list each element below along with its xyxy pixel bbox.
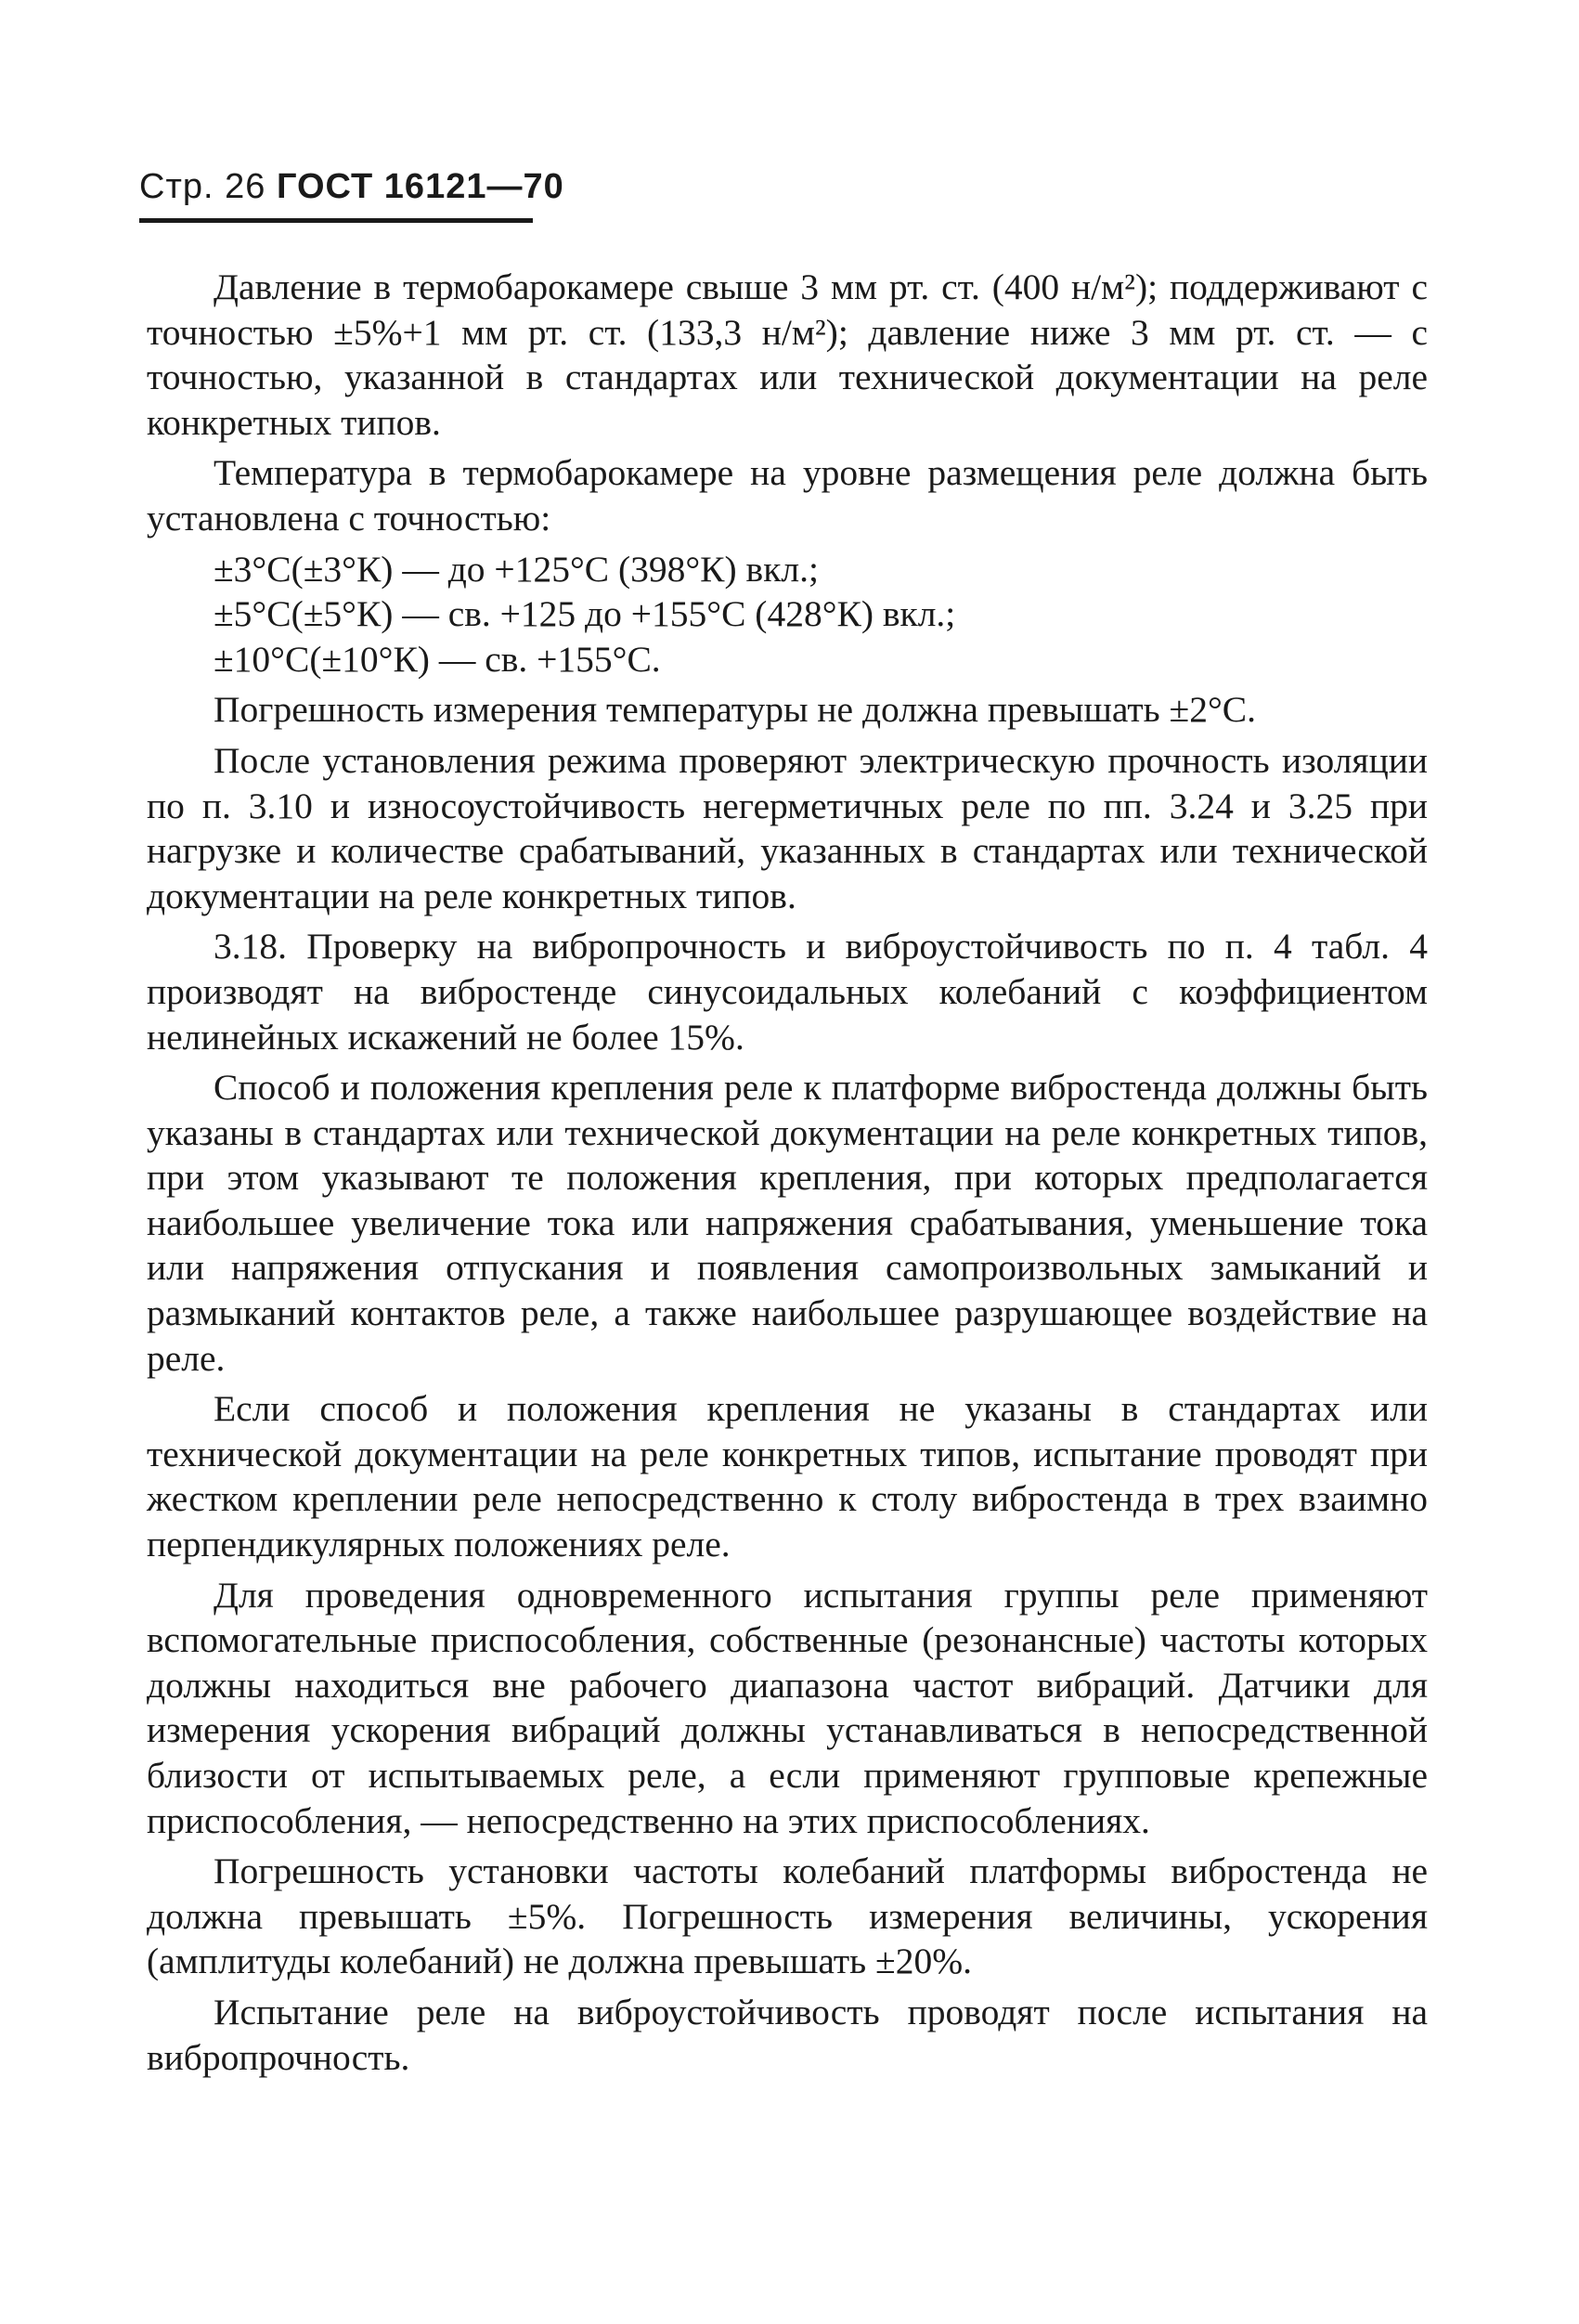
tolerance-line: ±3°С(±3°К) — до +125°С (398°К) вкл.; <box>214 548 819 590</box>
page-header <box>139 167 564 207</box>
document-body <box>147 265 1428 2085</box>
paragraph-frequency-error: Погрешность установки частоты колебаний платформы вибростенда не должна превышать ±5%. Погрешность измерения величины, ускорения (амплитуды колебаний) не должна превышать ±20%. <box>147 1850 1428 1982</box>
paragraph-pressure: Давление в термобарокамере свыше 3 мм рт. ст. (400 н/м²); поддерживают с точностью ±5%+1 мм рт. ст. (133,3 н/м²); давление ниже 3 мм рт. ст. — с точностью, указанной в стандартах или технической документации на реле конкретных типов. <box>147 266 1428 443</box>
tolerance-line: ±5°С(±5°К) — св. +125 до +155°С (428°К) вкл.; <box>214 593 956 635</box>
tolerance-line: ±10°С(±10°К) — св. +155°С. <box>214 638 661 680</box>
temperature-tolerances <box>147 547 1428 682</box>
paragraph-temperature-error: Погрешность измерения температуры не должна превышать ±2°С. <box>214 689 1256 731</box>
paragraph-group-test: Для проведения одновременного испытания группы реле применяют вспомогательные приспособления, собственные (резонансные) частоты которых должны находиться вне рабочего диапазона частот вибраций. Датчики для измерения ускорения вибраций должны устанавливаться в непосредственной близости от испытываемых реле, а если применяют групповые крепежные приспособления, — непосредственно на этих приспособлениях. <box>147 1574 1428 1841</box>
paragraph-insulation-check: После установления режима проверяют электрическую прочность изоляции по п. 3.10 и износоустойчивость негерметичных реле по пп. 3.24 и 3.25 при нагрузке и количестве срабатываний, указанных в стандартах или технической документации на реле конкретных типов. <box>147 739 1428 916</box>
page-number: Стр. 26 <box>139 167 266 206</box>
header-rule <box>139 218 533 223</box>
paragraph-mounting: Способ и положения крепления реле к платформе вибростенда должны быть указаны в стандартах или технической документации на реле конкретных типов, при этом указывают те положения крепления, при которых предполагается наибольшее увеличение тока или напряжения срабатывания, уменьшение тока или напряжения отпускания и появления самопроизвольных замыканий и размыканий контактов реле, а также наибольшее разрушающее воздействие на реле. <box>147 1067 1428 1379</box>
paragraph-3-18: 3.18. Проверку на вибропрочность и виброустойчивость по п. 4 табл. 4 производят на вибростенде синусоидальных колебаний с коэффициентом нелинейных искажений не более 15%. <box>147 926 1428 1058</box>
paragraph-vibration-order: Испытание реле на виброустойчивость проводят после испытания на вибропрочность. <box>147 1991 1428 2078</box>
paragraph-temperature: Температура в термобарокамере на уровне размещения реле должна быть установлена с точностью: <box>147 452 1428 539</box>
paragraph-rigid-mounting: Если способ и положения крепления не указаны в стандартах или технической документации на реле конкретных типов, испытание проводят при жестком креплении реле непосредственно к столу вибростенда в трех взаимно перпендикулярных положениях реле. <box>147 1388 1428 1565</box>
standard-number: ГОСТ 16121—70 <box>276 167 564 206</box>
